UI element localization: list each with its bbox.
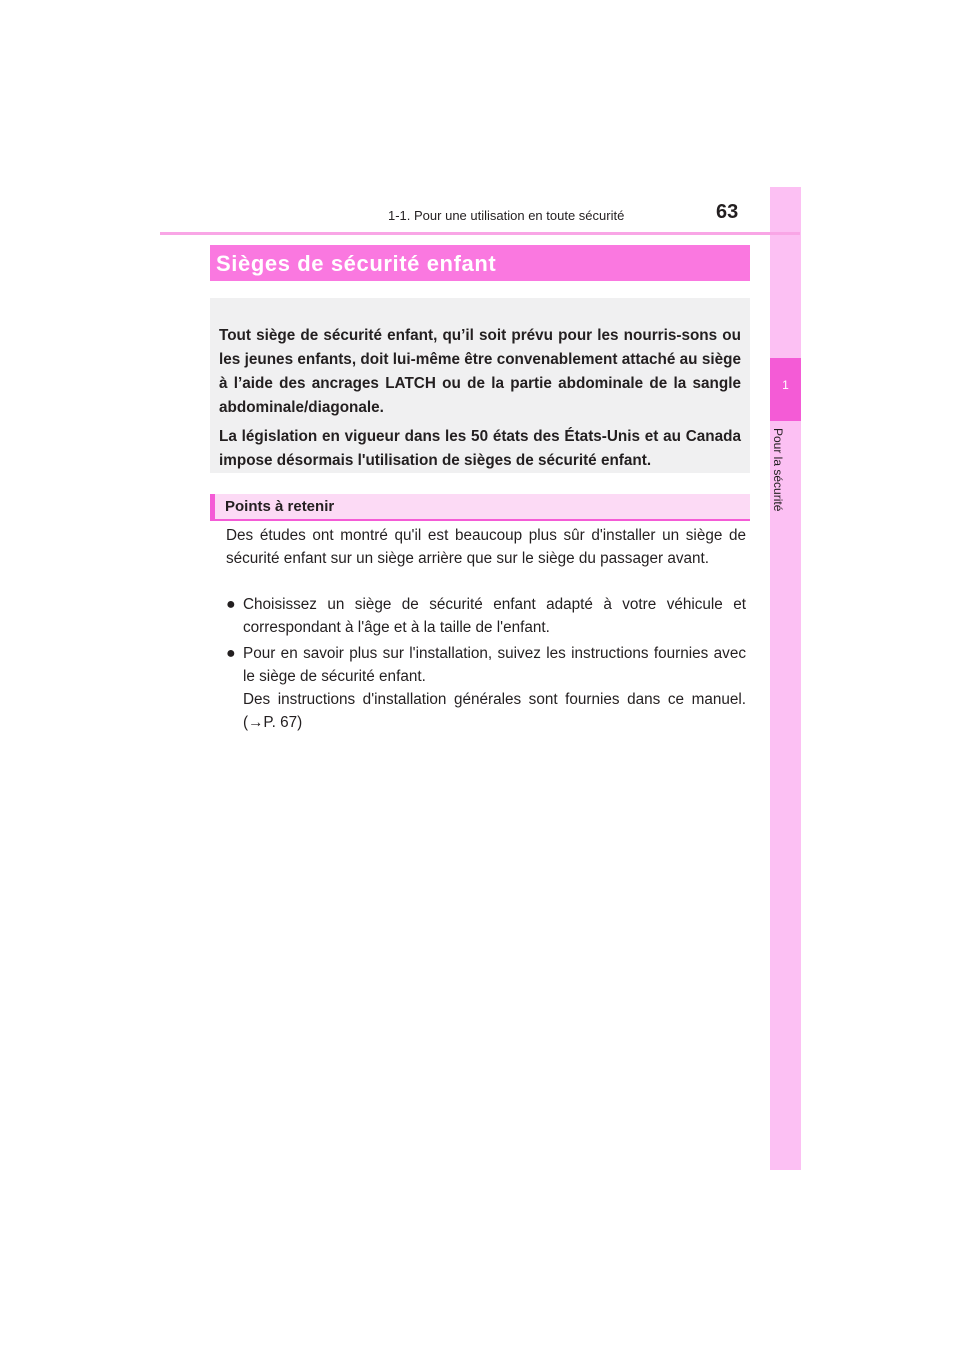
list-item	[226, 593, 746, 639]
intro-box	[210, 298, 750, 473]
chapter-tab-label: Pour la sécurité	[771, 428, 785, 512]
points-heading-bar	[210, 494, 750, 521]
side-strip	[770, 187, 801, 1170]
bullet-icon: ●	[226, 596, 236, 613]
page-number: 63	[716, 201, 739, 223]
bullet-text-continued: Des instructions d'installation générales sont fournies dans ce manuel. (→P. 67)	[243, 691, 746, 731]
bullet-text: Choisissez un siège de sécurité enfant adapté à votre véhicule et correspondant à l'âge et à la taille de l'enfant.	[243, 596, 746, 636]
section-header: 1-1. Pour une utilisation en toute sécurité	[388, 208, 625, 223]
chapter-tab-number: 1	[782, 378, 789, 392]
bullet-icon: ●	[226, 645, 236, 662]
list-item	[226, 642, 746, 734]
points-heading: Points à retenir	[225, 498, 335, 515]
header-divider	[160, 232, 800, 235]
points-heading-accent	[210, 494, 215, 519]
title-bar	[210, 245, 750, 281]
intro-paragraph-2: La législation en vigueur dans les 50 états des États-Unis et au Canada impose désormais l'utilisation de sièges de sécurité enfant.	[219, 428, 741, 469]
intro-paragraph-1: Tout siège de sécurité enfant, qu’il soit prévu pour les nourris-sons ou les jeunes enfants, doit lui-même être convenablement attaché au siège à l’aide des ancrages LATCH ou de la partie abdominale de la sangle abdominale/diagonale.	[219, 327, 741, 416]
bullet-text: Pour en savoir plus sur l'installation, suivez les instructions fournies avec le siège de sécurité enfant.	[243, 645, 746, 685]
page-title: Sièges de sécurité enfant	[216, 251, 497, 276]
points-paragraph: Des études ont montré qu'il est beaucoup plus sûr d'installer un siège de sécurité enfant sur un siège arrière que sur le siège du passager avant.	[226, 527, 746, 567]
